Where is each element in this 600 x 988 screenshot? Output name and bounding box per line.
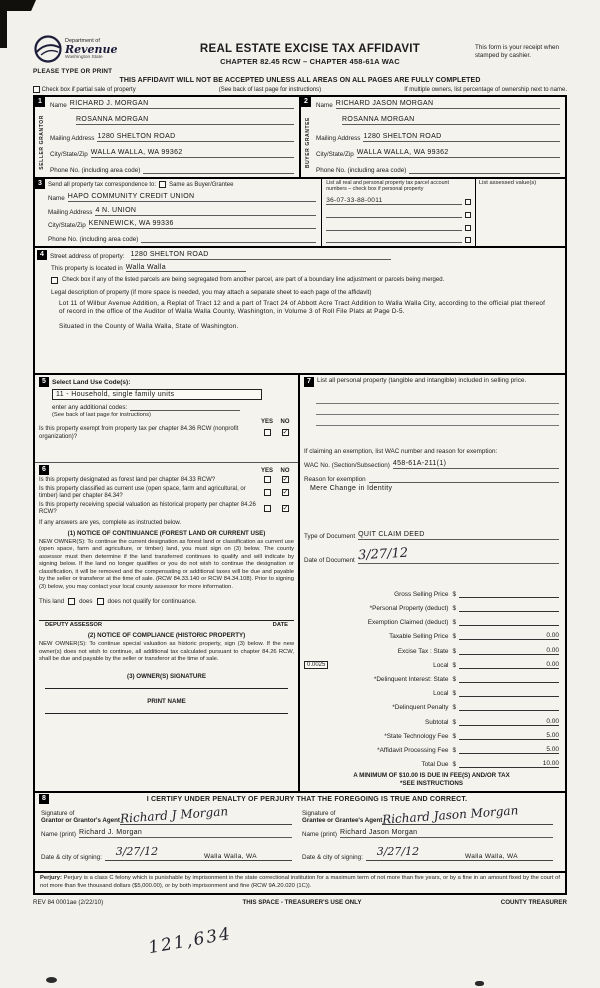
does-not-label: does not qualify for continuance. [107, 598, 197, 606]
personal-property-line[interactable] [316, 415, 559, 426]
seller-address-label: Mailing Address [50, 134, 95, 142]
segregated-checkbox[interactable] [51, 277, 58, 284]
corr-csz-label: City/State/Zip [48, 222, 86, 230]
excise-tax-state-field[interactable]: 0.00 [459, 647, 559, 655]
exemption-claim-label: If claiming an exemption, list WAC number and reason for exemption: [304, 448, 498, 456]
partial-sale-option [33, 86, 136, 93]
seller-csz-field[interactable]: WALLA WALLA, WA 99362 [91, 149, 294, 158]
seller-address-field[interactable]: 1280 SHELTON ROAD [97, 133, 294, 142]
forest-yes-checkbox[interactable] [264, 476, 271, 483]
grantor-signature-label: Signature of Grantor or Grantor's Agent [41, 809, 120, 825]
delinquent-interest-state-field[interactable] [459, 675, 559, 683]
reason-exemption-label: Reason for exemption [304, 476, 366, 484]
delinquent-penalty-field[interactable] [459, 703, 559, 711]
money-label: *Delinquent Penalty [392, 704, 449, 712]
assessed-values-panel [475, 179, 565, 246]
see-back-note: (See back of last page for instructions) [52, 412, 151, 419]
assessed-values-header: List assessed value(s) [478, 180, 537, 187]
section-certification [35, 793, 565, 873]
buyer-name-field[interactable]: RICHARD JASON MORGAN [336, 100, 560, 109]
treasurer-space-label: THIS SPACE - TREASURER'S USE ONLY [242, 899, 362, 907]
section-2-badge: 2 [301, 97, 311, 107]
perjury-text: Perjury is a class C felony which is punishable by imprisonment in the state correctional institution for a maximum term of not more than five years, or by a fine in an amount fixed by the court of not more than five thousand dollars ($5,000.00), or by both imprisonment and fine (RCW 9A.20.020 (1C)). [40, 875, 560, 889]
same-as-buyer-label: Same as Buyer/Grantee [169, 181, 234, 188]
scan-artifact [46, 977, 57, 983]
corr-name-label: Name [48, 194, 65, 202]
money-label: Taxable Selling Price [389, 633, 449, 641]
parcel-number-field[interactable] [326, 223, 462, 231]
notice-continuance-text: NEW OWNER(S): To continue the current designation as forest land or classification as current use (open space, farm and agriculture, or timber) land, you must sign on (3) below. The county assessor must then determine if the land transferred continues to qualify and will indicate by signing below. If the land no longer qualifies or you do not wish to continue the designation or classification, it will be removed and the compensating or additional taxes will be due and payable by the seller or transferor at the time of sale. (RCW 84.33.140 or RCW 84.34.108). Prior to signing (3) below, you may contact your local county assessor for more information. [39, 538, 294, 590]
grantor-signature-block [39, 806, 300, 861]
additional-codes-label: enter any additional codes: [52, 404, 128, 412]
receipt-note: This form is your receipt when stamped by cashier. [475, 44, 559, 59]
located-in-label: This property is located in [51, 265, 123, 273]
seller-csz-label: City/State/Zip [50, 150, 88, 158]
no-header: NO [280, 419, 290, 426]
grantor-name-print-label: Name (print) [41, 831, 76, 839]
subtotal-field[interactable]: 0.00 [459, 718, 559, 726]
section-8-badge: 8 [39, 794, 49, 804]
state-technology-fee-field[interactable]: 5.00 [459, 732, 559, 740]
gross-selling-price-field[interactable] [459, 590, 559, 598]
completion-warning: THIS AFFIDAVIT WILL NOT BE ACCEPTED UNLESS ALL AREAS ON ALL PAGES ARE FULLY COMPLETED [119, 77, 481, 84]
dollar-sign: $ [452, 647, 456, 655]
personal-property-line[interactable] [316, 393, 559, 404]
if-yes-note: If any answers are yes, complete as instructed below. [39, 519, 182, 526]
grantor-date-field[interactable] [105, 842, 169, 861]
agency-name: Revenue [65, 43, 118, 56]
tax-computation-table [304, 584, 559, 768]
situated-text: Situated in the County of Walla Walla, State of Washington. [59, 322, 239, 330]
grantor-signature: Richard J Morgan [119, 804, 229, 826]
personal-property-deduct-field[interactable] [459, 604, 559, 612]
doc-type-field[interactable]: QUIT CLAIM DEED [358, 531, 559, 540]
money-label: *State Technology Fee [384, 732, 449, 740]
local-rate-box: 0.0025 [304, 661, 328, 669]
exemption-claimed-field[interactable] [459, 618, 559, 626]
type-or-print-note: PLEASE TYPE OR PRINT [33, 68, 113, 75]
county-treasurer-label: COUNTY TREASURER [500, 899, 567, 907]
dollar-sign: $ [452, 690, 456, 698]
dollar-sign: $ [452, 761, 456, 769]
grantee-signature-field[interactable] [382, 803, 553, 827]
taxable-selling-price-field[interactable]: 0.00 [459, 632, 559, 640]
money-label: *Personal Property (deduct) [369, 605, 449, 613]
yes-header: YES [260, 419, 273, 426]
owners-signature-field[interactable] [45, 680, 288, 689]
total-due-field[interactable]: 10.00 [459, 760, 559, 768]
money-label: Subtotal [424, 718, 449, 726]
grantee-signature: Richard Jason Morgan [382, 803, 520, 827]
section-classification [35, 463, 298, 791]
section-3-badge: 3 [35, 179, 45, 189]
handwritten-number: 121,634 [146, 923, 234, 959]
forest-no-checkbox[interactable]: ✓ [282, 476, 289, 484]
historic-yes-checkbox[interactable] [264, 505, 271, 512]
wac-number-field[interactable]: 458-61A-211(1) [393, 460, 559, 469]
section-tax-computation [300, 375, 565, 791]
date-label: DATE [272, 622, 288, 629]
section-4-badge: 4 [37, 250, 47, 260]
personal-property-label: List all personal property (tangible and intangible) included in selling price. [317, 377, 527, 385]
affidavit-processing-fee-field[interactable]: 5.00 [459, 746, 559, 754]
buyer-address-label: Mailing Address [316, 134, 361, 142]
personal-property-line[interactable] [316, 404, 559, 415]
reason-exemption-value: Mere Change in Identity [310, 485, 393, 493]
parcel-number-field[interactable]: 36-07-33-88-0011 [326, 197, 462, 205]
corr-phone-field[interactable] [141, 234, 316, 243]
dollar-sign: $ [452, 675, 456, 683]
corr-phone-label: Phone No. (including area code) [48, 236, 139, 244]
notice-compliance-text: NEW OWNER(S): To continue special valuation as historic property, sign (3) below. If the new owner(s) does not wish to continue, all additional tax calculated pursuant to chapter 84.26 RCW, shall be due and payable by the seller or transferor at the time of sale. [39, 641, 294, 663]
agency-sub: Washington State [65, 55, 103, 60]
subheader-row [33, 86, 567, 93]
segregated-label: Check box if any of the listed parcels are being segregated from another parcel, are part of a boundary line adjustment or parcels being merged. [62, 277, 445, 284]
owners-signature-label: (3) OWNER(S) SIGNATURE [127, 672, 206, 680]
parcel-numbers-header: List all real and personal property tax parcel account numbers – check box if personal property [326, 180, 449, 193]
buyer-name2-field[interactable]: ROSANNA MORGAN [342, 116, 560, 125]
dollar-sign: $ [452, 746, 456, 754]
additional-codes-field[interactable] [130, 402, 240, 411]
perjury-statement [35, 873, 565, 893]
buyer-name-label: Name [316, 102, 333, 110]
certify-statement: I CERTIFY UNDER PENALTY OF PERJURY THAT THE FOREGOING IS TRUE AND CORRECT. [146, 795, 468, 803]
legal-description-label: Legal description of property (if more space is needed, you may attach a separate sheet to each page of the affidavit) [51, 289, 372, 297]
doc-date-label: Date of Document [304, 557, 355, 565]
current-use-question: Is this property classified as current use (open space, farm and agricultural, or timber) land per chapter 84.34? [39, 485, 246, 500]
parcel-number-field[interactable] [326, 210, 462, 218]
grantee-city-field[interactable]: Walla Walla, WA [430, 853, 553, 861]
dollar-sign: $ [452, 633, 456, 641]
see-instructions-note: *SEE INSTRUCTIONS [400, 780, 463, 788]
money-label: Local [433, 690, 449, 698]
dollar-sign: $ [452, 619, 456, 627]
seller-phone-field[interactable] [143, 165, 294, 174]
print-name-label: PRINT NAME [147, 697, 186, 705]
dollar-sign: $ [452, 704, 456, 712]
grantor-signature-field[interactable] [120, 806, 292, 825]
seller-grantor-strip: SELLER GRANTOR [38, 114, 45, 170]
multiple-owners-note: If multiple owners, list percentage of ownership next to name. [404, 87, 567, 94]
excise-tax-local-field[interactable]: 0.00 [459, 661, 559, 669]
section-land-use [35, 375, 298, 463]
this-land-label: This land [39, 598, 65, 606]
corr-address-label: Mailing Address [48, 208, 93, 216]
notice-continuance-title: (1) NOTICE OF CONTINUANCE (FOREST LAND OR CURRENT USE) [67, 529, 266, 537]
rev-number: REV 84 0001ae (2/22/10) [33, 899, 104, 907]
form-title: REAL ESTATE EXCISE TAX AFFIDAVIT [199, 43, 421, 55]
seller-name-label: Name [50, 102, 67, 110]
does-label: does [79, 598, 93, 606]
buyer-csz-field[interactable]: WALLA WALLA, WA 99362 [357, 149, 560, 158]
grantee-date-field[interactable] [366, 842, 430, 861]
section-1-badge: 1 [35, 97, 45, 107]
exempt-no-checkbox[interactable]: ✓ [282, 429, 289, 437]
section-buyer [299, 97, 565, 177]
section-7-badge: 7 [304, 377, 314, 387]
footer-row [33, 899, 567, 906]
dollar-sign: $ [452, 590, 456, 598]
grantee-signature-block [300, 803, 561, 862]
forest-land-question: Is this property designated as forest land per chapter 84.33 RCW? [39, 476, 216, 483]
send-correspondence-label: Send all property tax correspondence to: [48, 181, 157, 188]
grantor-date-city-label: Date & city of signing: [41, 854, 102, 862]
same-as-buyer-checkbox[interactable] [159, 181, 166, 188]
grantee-name-field[interactable]: Richard Jason Morgan [340, 829, 553, 838]
doc-date-field[interactable] [358, 545, 559, 564]
corr-csz-field[interactable]: KENNEWICK, WA 99336 [89, 220, 316, 229]
grantee-signature-label: Signature of Grantee or Grantee's Agent [302, 809, 383, 825]
money-label: *Affidavit Processing Fee [377, 746, 449, 754]
parcel-numbers-panel [321, 179, 475, 246]
money-label: Excise Tax : State [397, 647, 449, 655]
delinquent-interest-local-field[interactable] [459, 689, 559, 697]
minimum-due-note: A MINIMUM OF $10.00 IS DUE IN FEE(S) AND/OR TAX [353, 772, 510, 780]
partial-sale-checkbox[interactable] [33, 86, 40, 93]
street-address-field[interactable]: 1280 SHELTON ROAD [131, 251, 391, 260]
yes-header: YES [260, 467, 273, 474]
buyer-phone-label: Phone No. (including area code) [316, 167, 407, 175]
doc-type-label: Type of Document [304, 533, 356, 541]
land-use-code-field[interactable]: 11 - Household, single family units [52, 389, 262, 400]
land-use-label: Select Land Use Code(s): [52, 378, 131, 386]
current-use-yes-checkbox[interactable] [264, 489, 271, 496]
form-body [33, 95, 567, 895]
grantor-name-field[interactable]: Richard J. Morgan [79, 829, 292, 838]
section-tax-correspondence [35, 179, 565, 248]
scan-artifact [475, 981, 484, 986]
grantee-date-handwritten: 3/27/12 [376, 845, 420, 859]
scan-artifact [0, 0, 7, 48]
reason-exemption-field[interactable] [369, 474, 559, 483]
notice-compliance-title: (2) NOTICE OF COMPLIANCE (HISTORIC PROPERTY) [87, 632, 246, 640]
corr-name-field[interactable]: HAPO COMMUNITY CREDIT UNION [68, 193, 316, 202]
current-use-no-checkbox[interactable]: ✓ [282, 488, 289, 496]
dollar-sign: $ [452, 732, 456, 740]
money-label: *Delinquent Interest: State [373, 675, 449, 683]
section-6-badge: 6 [39, 465, 49, 475]
buyer-csz-label: City/State/Zip [316, 150, 354, 158]
partial-sale-label: Check box if partial sale of property [41, 87, 136, 94]
form-subtitle: CHAPTER 82.45 RCW – CHAPTER 458-61A WAC [220, 57, 400, 66]
grantor-city-field[interactable]: Walla Walla, WA [169, 853, 292, 861]
legal-description-text: Lot 11 of Wilbur Avenue Addition, a Replat of Tract 12 and a part of Tract 24 of Abbott Acre Tract Addition to Walla Walla City, according to the official plat thereof of record in the office of the Auditor of Walla Walla County, Washington, in Volume 3 of Roll File Plats at Page D-5. [59, 300, 546, 316]
money-label: Total Due [421, 761, 449, 769]
grantor-date-handwritten: 3/27/12 [115, 845, 159, 859]
exempt-yes-checkbox[interactable] [264, 429, 271, 436]
no-header: NO [280, 467, 290, 474]
agency-block [33, 34, 145, 75]
money-label: Exemption Claimed (deduct) [367, 619, 449, 627]
corr-address-field[interactable]: 4 N. UNION [95, 207, 316, 216]
money-label: Local [433, 661, 449, 669]
dollar-sign: $ [452, 718, 456, 726]
section-5-badge: 5 [39, 377, 49, 387]
section-property [35, 248, 565, 375]
seller-phone-label: Phone No. (including area code) [50, 167, 141, 175]
located-in-field[interactable]: Walla Walla [126, 264, 246, 272]
grantee-date-city-label: Date & city of signing: [302, 854, 363, 862]
historic-no-checkbox[interactable]: ✓ [282, 504, 289, 512]
print-name-field[interactable] [45, 705, 288, 714]
dollar-sign: $ [452, 661, 456, 669]
agency-dept: Department of [65, 38, 100, 44]
buyer-address-field[interactable]: 1280 SHELTON ROAD [363, 133, 560, 142]
exempt-question: Is this property exempt from property tax per chapter 84.36 RCW (nonprofit organization)? [39, 426, 239, 440]
dor-logo-icon [33, 34, 63, 64]
parcel-number-field[interactable] [326, 235, 462, 243]
seller-name2-field[interactable]: ROSANNA MORGAN [76, 116, 294, 125]
personal-property-checkbox[interactable] [465, 237, 471, 243]
grantee-name-print-label: Name (print) [302, 831, 337, 839]
buyer-phone-field[interactable] [409, 165, 560, 174]
historic-question: Is this property receiving special valuation as historical property per chapter 84.26 RCW? [39, 501, 256, 516]
wac-number-label: WAC No. (Section/Subsection) [304, 462, 390, 470]
money-label: Gross Selling Price [394, 590, 449, 598]
dollar-sign: $ [452, 605, 456, 613]
form-header [33, 34, 567, 75]
seller-name-field[interactable]: RICHARD J. MORGAN [70, 100, 294, 109]
perjury-lead: Perjury: [40, 875, 62, 882]
section-seller [35, 97, 299, 177]
doc-date-handwritten: 3/27/12 [357, 545, 409, 564]
instructions-note: (See back of last page for instructions) [218, 87, 322, 94]
does-not-qualify-checkbox[interactable] [97, 598, 104, 605]
does-qualify-checkbox[interactable] [68, 598, 75, 605]
street-address-label: Street address of property: [50, 253, 125, 261]
buyer-grantee-strip: BUYER GRANTEE [304, 116, 311, 168]
deputy-assessor-label: DEPUTY ASSESSOR [45, 622, 103, 629]
